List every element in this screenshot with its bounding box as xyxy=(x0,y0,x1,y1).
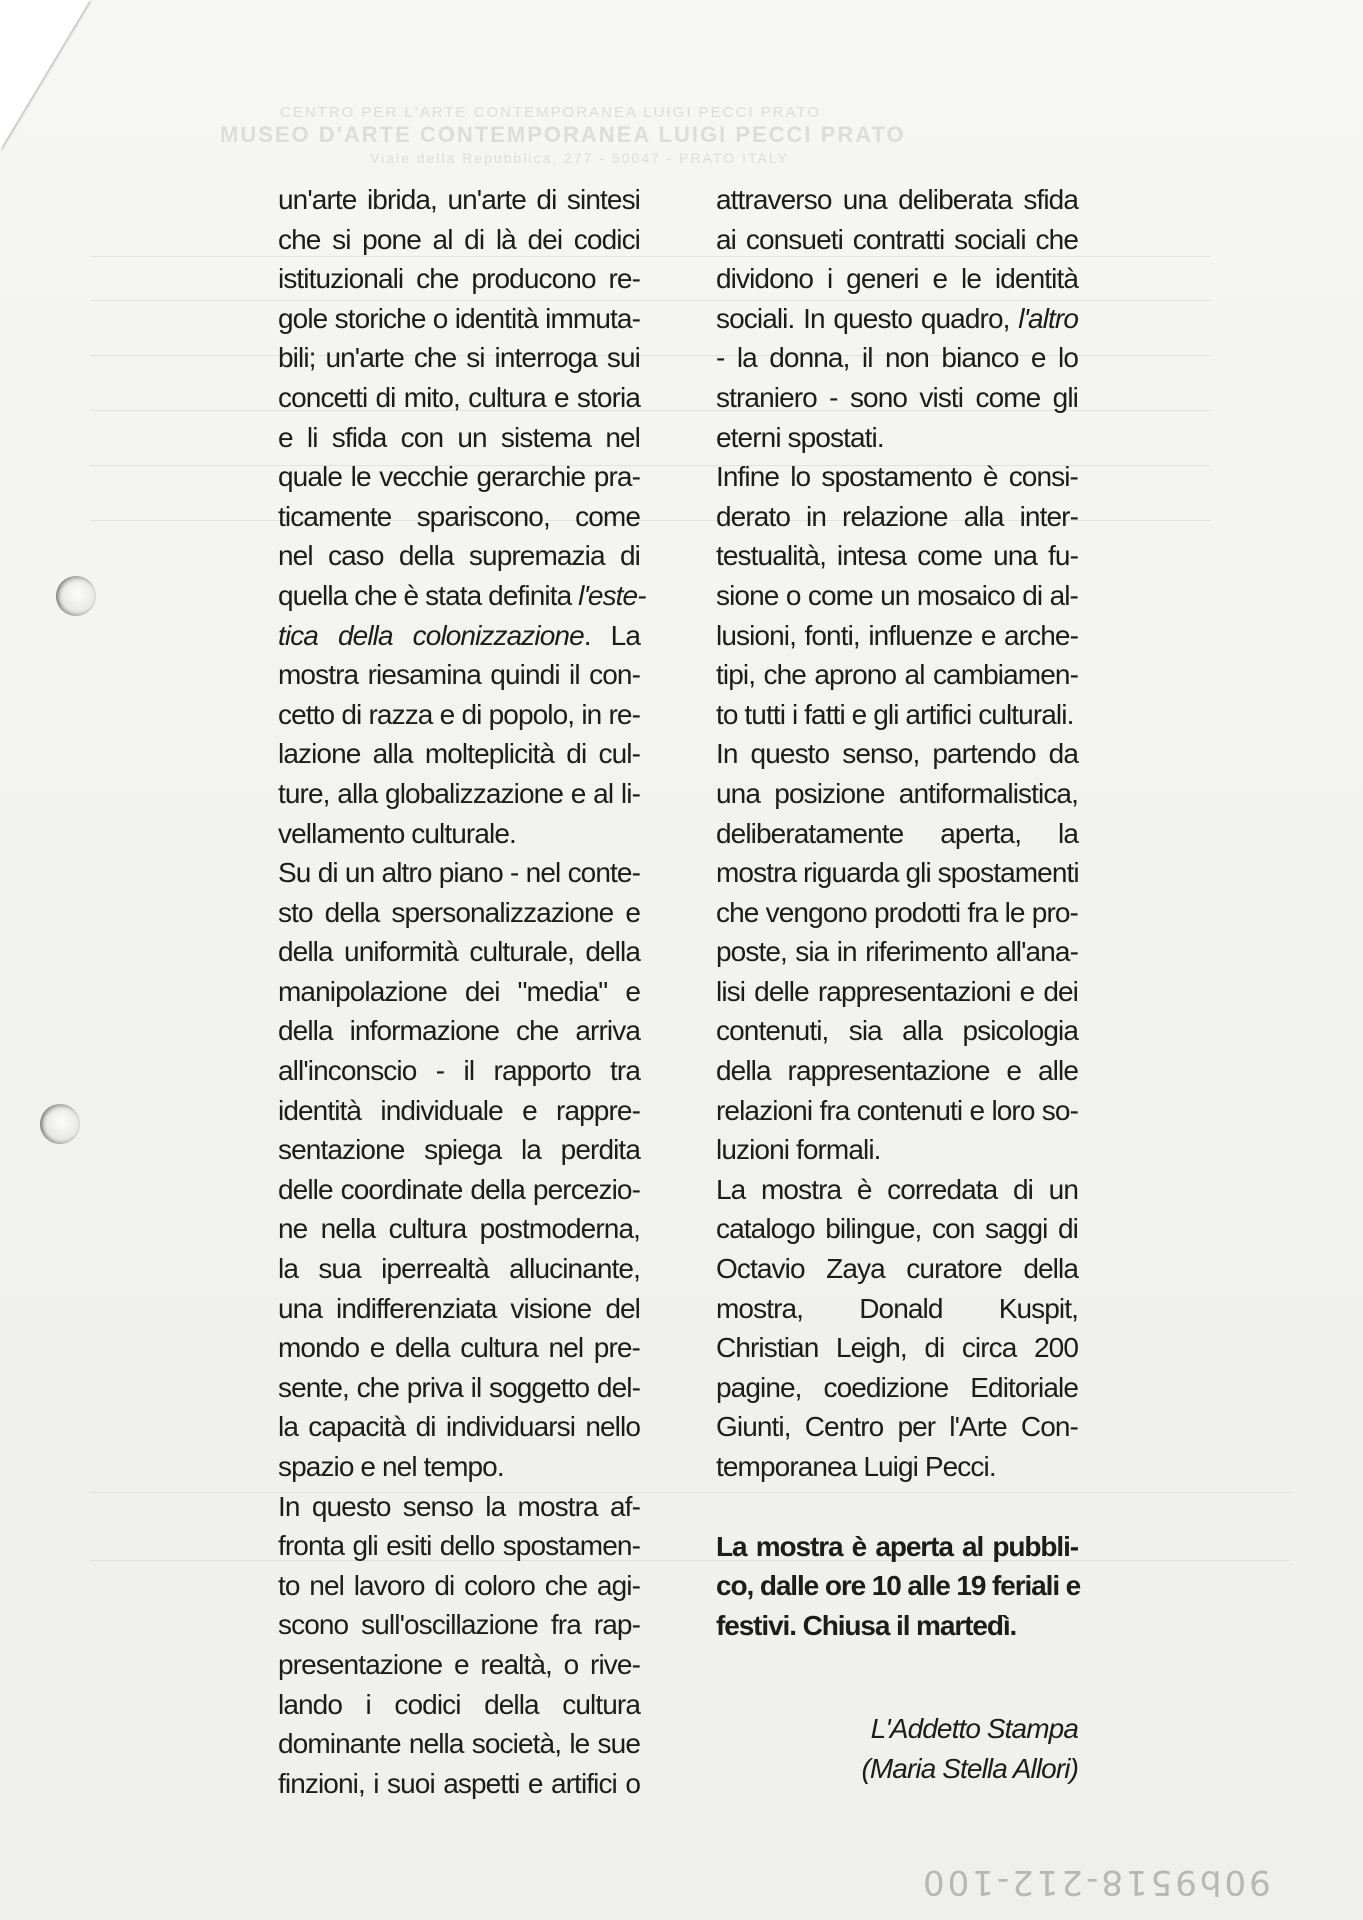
right-text-line: Christian Leigh, di circa 200 xyxy=(716,1332,1078,1364)
left-text-line: In questo senso la mostra af- xyxy=(278,1490,640,1522)
left-text-line: lando i codici della cultura xyxy=(278,1688,640,1720)
left-text-line: finzioni, i suoi aspetti e artifici o xyxy=(278,1767,640,1799)
left-text-line: all'inconscio - il rapporto tra xyxy=(278,1055,640,1087)
right-text-line: Octavio Zaya curatore della xyxy=(716,1253,1078,1285)
left-text-line: sentazione spiega la perdita xyxy=(278,1134,640,1166)
opening-hours-line: La mostra è aperta al pubbli- xyxy=(716,1530,1078,1562)
right-text-line: relazioni fra contenuti e loro so- xyxy=(716,1094,1078,1126)
right-text-line: temporanea Luigi Pecci. xyxy=(716,1451,996,1482)
left-text-line: che si pone al di là dei codici xyxy=(278,223,640,255)
left-text-line: manipolazione dei "media" e xyxy=(278,975,640,1007)
signature-name: (Maria Stella Allori) xyxy=(861,1753,1078,1784)
left-text-line: la capacità di individuarsi nello xyxy=(278,1411,640,1443)
left-text-line: quale le vecchie gerarchie pra- xyxy=(278,461,640,493)
left-text-line: scono sull'oscillazione fra rap- xyxy=(278,1609,640,1641)
right-text-line: contenuti, sia alla psicologia xyxy=(716,1015,1078,1047)
right-text-line: mostra riguarda gli spostamenti xyxy=(716,857,1079,889)
left-text-line: ne nella cultura postmoderna, xyxy=(278,1213,640,1245)
left-text-line: e li sfida con un sistema nel xyxy=(278,421,640,453)
right-text-line: - la donna, il non bianco e lo xyxy=(716,342,1078,374)
right-text-line: ai consueti contratti sociali che xyxy=(716,223,1078,255)
left-text-line: sto della spersonalizzazione e xyxy=(278,896,640,928)
left-text-line: sente, che priva il soggetto del- xyxy=(278,1371,640,1403)
left-text-line: un'arte ibrida, un'arte di sintesi xyxy=(278,184,640,215)
right-text-line: una posizione antiformalistica, xyxy=(716,777,1078,809)
letterhead-line-2: MUSEO D'ARTE CONTEMPORANEA LUIGI PECCI PRATO xyxy=(220,122,906,147)
letterhead-line-3: Viale della Repubblica, 277 - 50047 - PRATO ITALY xyxy=(370,150,789,166)
right-text-line: In questo senso, partendo da xyxy=(716,738,1078,770)
left-text-line: delle coordinate della percezio- xyxy=(278,1173,640,1205)
faint-rule xyxy=(90,1492,1290,1493)
right-text-line: pagine, coedizione Editoriale xyxy=(716,1371,1078,1403)
right-text-line: straniero - sono visti come gli xyxy=(716,381,1078,413)
right-text-line: sociali. In questo quadro, l'altro xyxy=(716,302,1078,334)
right-text-line: che vengono prodotti fra le pro- xyxy=(716,896,1078,928)
left-text-line: identità individuale e rappre- xyxy=(278,1094,640,1126)
opening-hours-line: co, dalle ore 10 alle 19 feriali e xyxy=(716,1570,1081,1602)
right-text-line: attraverso una deliberata sfida xyxy=(716,184,1078,215)
right-text-line: catalogo bilingue, con saggi di xyxy=(716,1213,1078,1245)
left-text-line: fronta gli esiti dello spostamen- xyxy=(278,1530,640,1562)
left-text-line: ticamente spariscono, come xyxy=(278,500,640,532)
right-text-line: La mostra è corredata di un xyxy=(716,1173,1078,1205)
left-text-line: mondo e della cultura nel pre- xyxy=(278,1332,640,1364)
right-text-line: dividono i generi e le identità xyxy=(716,263,1078,295)
right-text-line: Giunti, Centro per l'Arte Con- xyxy=(716,1411,1078,1443)
right-text-column xyxy=(716,180,1081,1645)
left-text-line: la sua iperrealtà allucinante, xyxy=(278,1253,640,1285)
right-text-line: to tutti i fatti e gli artifici culturali. xyxy=(716,698,1074,730)
left-text-line: Su di un altro piano - nel conte- xyxy=(278,857,640,889)
left-text-line: nel caso della supremazia di xyxy=(278,540,640,572)
left-text-line: ture, alla globalizzazione e al li- xyxy=(278,777,640,809)
punch-hole-bottom xyxy=(40,1104,80,1144)
left-text-line: vellamento culturale. xyxy=(278,817,516,849)
left-text-line: concetti di mito, cultura e storia xyxy=(278,381,640,413)
left-text-line: bili; un'arte che si interroga sui xyxy=(278,342,640,374)
left-text-line: quella che è stata definita l'este- xyxy=(278,579,646,611)
left-text-line: presentazione e realtà, o rive- xyxy=(278,1648,640,1680)
right-text-line: testualità, intesa come una fu- xyxy=(716,540,1078,572)
left-text-line: to nel lavoro di coloro che agi- xyxy=(278,1569,640,1601)
punch-hole-top xyxy=(56,576,96,616)
left-text-line: cetto di razza e di popolo, in re- xyxy=(278,698,640,730)
right-text-line: Infine lo spostamento è consi- xyxy=(716,461,1078,493)
left-text-line: della uniformità culturale, della xyxy=(278,936,640,968)
right-text-line: lusioni, fonti, influenze e arche- xyxy=(716,619,1078,651)
right-text-line: derato in relazione alla inter- xyxy=(716,500,1078,532)
left-text-line: tica della colonizzazione. La xyxy=(278,619,640,651)
left-text-line: gole storiche o identità immuta- xyxy=(278,302,640,334)
right-text-line: mostra, Donald Kuspit, xyxy=(716,1292,1078,1324)
faint-rule xyxy=(90,1560,1290,1561)
left-text-line: della informazione che arriva xyxy=(278,1015,640,1047)
handwritten-note: 90b9518-212-100 xyxy=(920,1862,1271,1902)
left-text-line: mostra riesamina quindi il con- xyxy=(278,659,640,691)
letterhead-line-1: CENTRO PER L'ARTE CONTEMPORANEA LUIGI PECCI PRATO xyxy=(280,104,821,121)
right-text-line: deliberatamente aperta, la xyxy=(716,817,1078,849)
right-text-line: della rappresentazione e alle xyxy=(716,1055,1078,1087)
right-text-line: sione o come un mosaico di al- xyxy=(716,579,1078,611)
right-text-line: eterni spostati. xyxy=(716,421,884,453)
folded-corner xyxy=(0,0,90,150)
signature-role: L'Addetto Stampa xyxy=(870,1713,1078,1744)
right-text-line: lisi delle rappresentazioni e dei xyxy=(716,975,1078,1007)
opening-hours-line: festivi. Chiusa il martedì. xyxy=(716,1609,1017,1641)
right-text-line: tipi, che aprono al cambiamen- xyxy=(716,659,1078,691)
right-text-line: poste, sia in riferimento all'ana- xyxy=(716,936,1078,968)
left-text-line: lazione alla molteplicità di cul- xyxy=(278,738,640,770)
right-text-line: luzioni formali. xyxy=(716,1134,881,1166)
paragraph-gap xyxy=(716,1487,1078,1527)
left-text-line: dominante nella società, le sue xyxy=(278,1728,640,1760)
left-text-column xyxy=(278,180,646,1803)
left-text-line: spazio e nel tempo. xyxy=(278,1451,504,1482)
left-text-line: una indifferenziata visione del xyxy=(278,1292,640,1324)
left-text-line: istituzionali che producono re- xyxy=(278,263,640,295)
